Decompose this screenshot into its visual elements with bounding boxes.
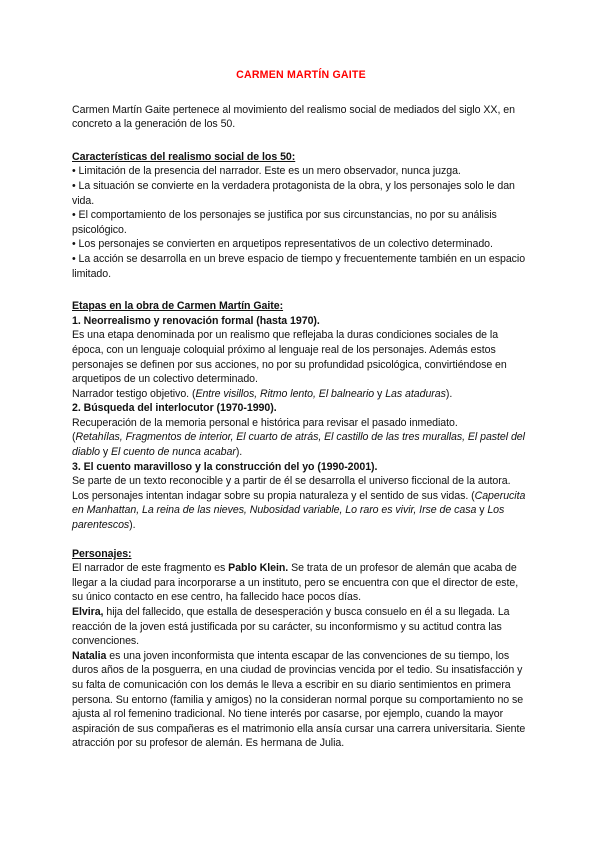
works-suffix: ). (445, 387, 453, 400)
stage-3-text (72, 474, 530, 532)
character-name: Pablo Klein. (228, 562, 289, 575)
works-and: y (374, 387, 386, 400)
works-prefix: ( (72, 431, 76, 444)
works-titles: Retahílas, Fragmentos de interior, El cuarto de atrás, El castillo de las tres murallas, El pastel del diablo (72, 431, 525, 459)
character-natalia (72, 649, 530, 751)
stage-3-title: 3. El cuento maravilloso y la construcción del yo (1990-2001). (72, 460, 378, 473)
works-prefix: Narrador testigo objetivo. ( (72, 387, 196, 400)
spacer (72, 533, 530, 547)
works-titles: Caperucita en Manhattan, La reina de las nieves, Nubosidad variable, Lo raro es vivir, Irse de casa (72, 489, 526, 517)
stage-1-title: 1. Neorrealismo y renovación formal (hasta 1970). (72, 314, 320, 327)
works-titles: Entre visillos, Ritmo lento, El balneario (195, 387, 375, 400)
works-and: y (476, 504, 488, 517)
bullet-item: • La situación se convierte en la verdadera protagonista de la obra, y los personajes solo le dan vida. (72, 179, 515, 207)
works-suffix: ). (129, 519, 136, 532)
character-elvira (72, 605, 530, 649)
caracteristicas-heading: Características del realismo social de los 50: (72, 150, 296, 163)
document-page (72, 68, 530, 751)
stage-2-title: 2. Búsqueda del interlocutor (1970-1990). (72, 402, 277, 415)
works-title-last: El cuento de nunca acabar (111, 446, 236, 459)
spacer (72, 281, 530, 299)
character-description: es una joven inconformista que intenta escapar de las convenciones de su tiempo, los duros años de la posguerra, en una ciudad de provincias vencida por el tedio. Su insatisfacción y su falta de comunicación con los demás le lleva a escribir en su diario sentimientos en primera persona. Su entorno (familia y amigos) no la consideran normal porque su comportamiento no se ajusta al rol femenino tradicional. No tiene interés por casarse, por ejemplo, cuando la mayor aspiración de sus compañeras es el matrimonio ella ansía cursar una carrera universitaria. Siente atracción por su profesor de alemán. Es hermana de Julia. (72, 649, 526, 750)
character-pablo (72, 561, 530, 605)
character-name: Natalia (72, 649, 107, 662)
intro-paragraph: Carmen Martín Gaite pertenece al movimiento del realismo social de mediados del siglo XX, en concreto a la generación de los 50. (72, 103, 515, 131)
stage-1-works (72, 387, 530, 402)
etapas-heading: Etapas en la obra de Carmen Martín Gaite: (72, 300, 284, 313)
character-description: Se trata de un profesor de alemán que acaba de llegar a la ciudad para incorporarse a un instituto, pero se encuentra con que el director de este, su único contacto en ese centro, ha fallecido hace pocos días. (72, 562, 519, 604)
bullet-item: • La acción se desarrolla en un breve espacio de tiempo y frecuentemente también en un espacio limitado. (72, 252, 526, 280)
character-name: Elvira, (72, 606, 104, 618)
stage-1-text: Es una etapa denominada por un realismo que reflejaba la duras condiciones sociales de la época, con un lenguaje coloquial próximo al lenguaje real de los personajes. Además estos personajes se definen por sus acciones, no por su profundidad psicológica, convirtiéndose en arquetipos de un colectivo determinado. (72, 329, 507, 386)
bullet-item: • Limitación de la presencia del narrador. Este es un mero observador, nunca juzga. (72, 165, 461, 178)
character-description: hija del fallecido, que estalla de desesperación y busca consuelo en él a su llegada. La reacción de la joven está justificada por su carácter, su inconformismo y su actitud contra las convenciones. (72, 606, 510, 648)
works-title-last: Los parentescos (72, 504, 505, 532)
character-intro: El narrador de este fragmento es (72, 562, 229, 575)
personajes-heading: Personajes: (72, 547, 132, 560)
works-title-last: Las ataduras (385, 387, 446, 400)
document-title: CARMEN MARTÍN GAITE (236, 69, 366, 81)
bullet-item: • El comportamiento de los personajes se justifica por sus circunstancias, no por su análisis psicológico. (72, 209, 497, 236)
stage-2-text: Recuperación de la memoria personal e histórica para revisar el pasado inmediato. (72, 416, 458, 429)
works-and: y (99, 446, 112, 459)
stage-2-works (72, 430, 530, 459)
works-suffix: ). (235, 446, 243, 459)
bullet-item: • Los personajes se convierten en arquetipos representativos de un colectivo determinado. (72, 238, 493, 251)
stage-3-body: Se parte de un texto reconocible y a partir de él se desarrolla el universo ficcional de la autora. Los personajes intentan indagar sobre su propia naturaleza y el sentido de sus vidas. ( (72, 475, 511, 502)
